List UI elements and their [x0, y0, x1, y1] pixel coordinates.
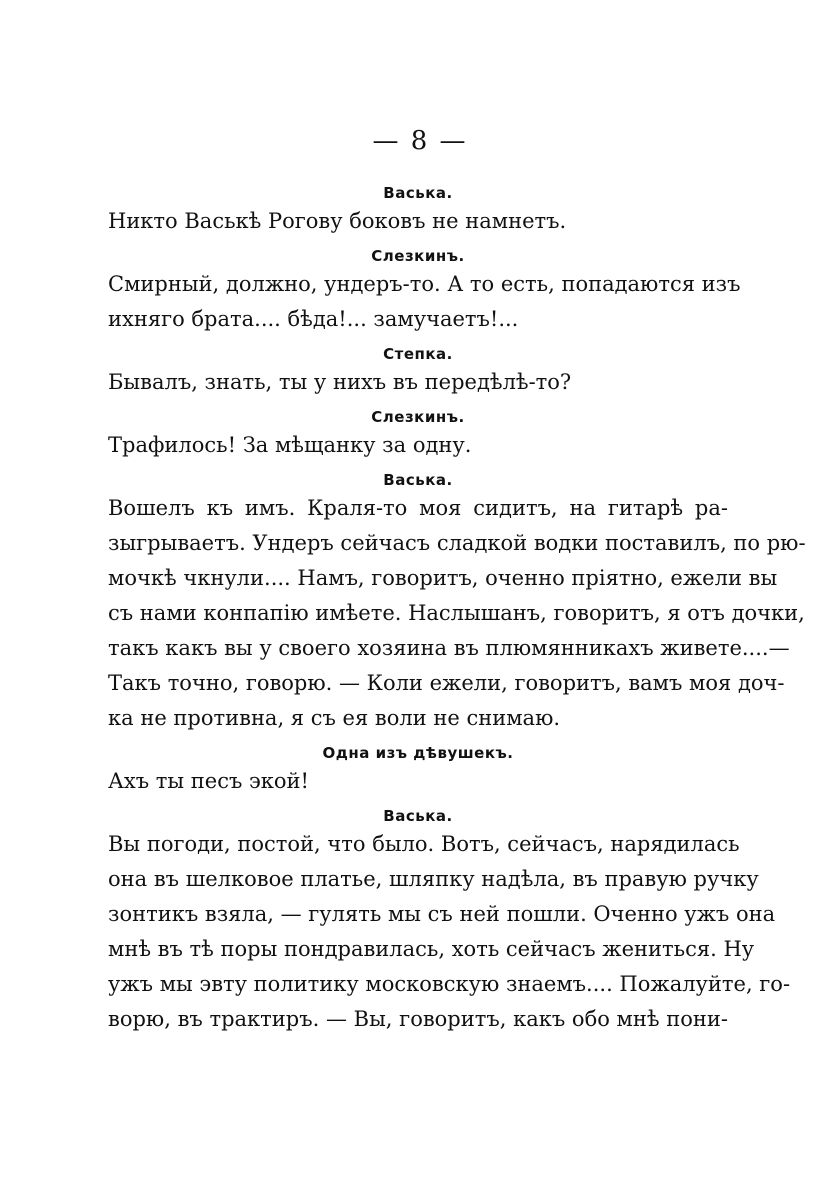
- text-line: она въ шелковое платье, шляпку надѣла, въ правую ручку: [108, 867, 759, 891]
- speaker-name: Слезкинъ.: [371, 408, 465, 426]
- text-line: ка не противна, я съ ея воли не снимаю.: [108, 706, 561, 730]
- text-line: съ нами конпапію имѣете. Наслышанъ, говоритъ, я отъ дочки,: [108, 601, 805, 625]
- text-line: такъ какъ вы у своего хозяина въ плюмянникахъ живете....—: [108, 636, 790, 660]
- text-line: Смирный, должно, ундеръ-то. А то есть, попадаются изъ: [108, 272, 741, 296]
- speech-paragraph: [108, 204, 728, 239]
- text-line: Ахъ ты песъ экой!: [108, 769, 309, 793]
- text-line: мочкѣ чкнули.... Намъ, говоритъ, оченно пріятно, ежели вы: [108, 566, 778, 590]
- text-line: Никто Васькѣ Рогову боковъ не намнетъ.: [108, 209, 567, 233]
- speech-paragraph: [108, 365, 728, 400]
- speaker-name: Васька.: [383, 471, 453, 489]
- speech-paragraph: [108, 491, 806, 736]
- text-line: зонтикъ взяла, — гулять мы съ ней пошли. Оченно ужъ она: [108, 902, 776, 926]
- speaker-name: Васька.: [383, 184, 453, 202]
- text-line: ихняго брата.... бѣда!... замучаетъ!...: [108, 307, 519, 331]
- text-line: ужъ мы эвту политику московскую знаемъ.... Пожалуйте, го-: [108, 972, 791, 996]
- text-line: Вошелъ къ имъ. Краля-то моя сидитъ, на гитарѣ ра-: [108, 496, 728, 520]
- speech-paragraph: [108, 428, 728, 463]
- text-line: Трафилось! За мѣщанку за одну.: [108, 433, 472, 457]
- page-number: — 8 —: [372, 126, 468, 156]
- speech-paragraph: [108, 764, 728, 799]
- speech-paragraph: [108, 267, 741, 337]
- speaker-name: Васька.: [383, 807, 453, 825]
- text-line: мнѣ въ тѣ поры пондравилась, хоть сейчасъ жениться. Ну: [108, 937, 755, 961]
- text-line: Бывалъ, знать, ты у нихъ въ передѣлѣ-то?: [108, 370, 572, 394]
- text-line: Вы погоди, постой, что было. Вотъ, сейчасъ, нарядилась: [108, 832, 740, 856]
- speaker-name: Одна изъ дѣвушекъ.: [322, 744, 514, 762]
- text-line: зыгрываетъ. Ундеръ сейчасъ сладкой водки поставилъ, по рю-: [108, 531, 806, 555]
- speaker-name: Слезкинъ.: [371, 247, 465, 265]
- speaker-name: Степка.: [383, 345, 453, 363]
- play-text: [108, 182, 806, 1043]
- text-line: Такъ точно, говорю. — Коли ежели, говоритъ, вамъ моя доч-: [108, 671, 785, 695]
- text-line: ворю, въ трактиръ. — Вы, говоритъ, какъ обо мнѣ пони-: [108, 1007, 728, 1031]
- speech-paragraph: [108, 827, 791, 1037]
